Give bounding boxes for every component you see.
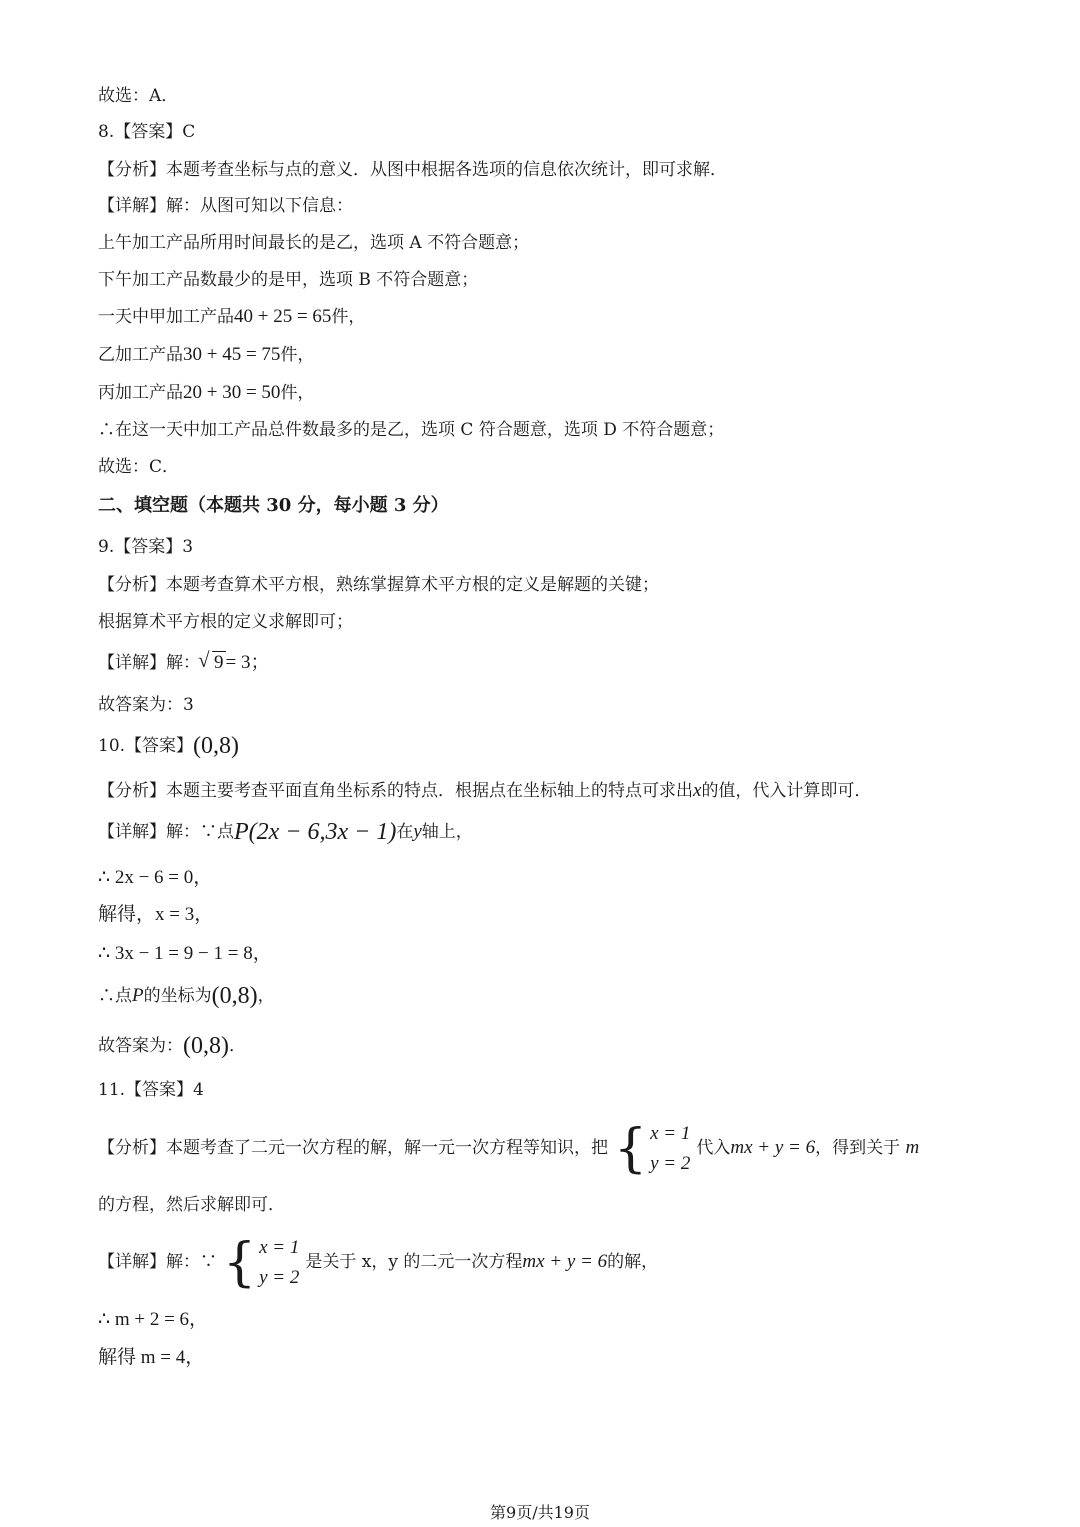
q9-answer: 9.【答案】3: [98, 537, 194, 557]
q8-detail: 【详解】解：从图可知以下信息：: [98, 196, 353, 216]
q9-analysis: 【分析】本题考查算术平方根，熟练掌握算术平方根的定义是解题的关键；: [98, 575, 659, 595]
text-line: 根据算术平方根的定义求解即可；: [98, 612, 353, 632]
text-line: 的方程，然后求解即可．: [98, 1195, 285, 1215]
text-fragment: ．: [228, 1036, 246, 1056]
system-row: x = 1: [650, 1122, 691, 1144]
system-row: x = 1: [259, 1236, 300, 1258]
math-expression: 40 + 25 = 65: [234, 306, 332, 327]
text-fragment: 【分析】本题考查了二元一次方程的解，解一元一次方程等知识，把: [98, 1138, 608, 1158]
sqrt-radicand: 9: [214, 652, 224, 673]
math-line: ∴ m + 2 = 6，: [98, 1309, 209, 1330]
math-variable: y: [413, 821, 422, 842]
math-expression: 30 + 45 = 75: [183, 344, 281, 365]
q10-final: [98, 1034, 246, 1058]
text-fragment: 故答案为：: [98, 1036, 183, 1056]
text-fragment: 是关于 x，y 的二元一次方程: [305, 1252, 523, 1272]
text-line: 下午加工产品数最少的是甲，选项 B 不符合题意；: [98, 270, 479, 290]
system-row: y = 2: [650, 1152, 691, 1174]
text-fragment: 的解，: [607, 1252, 659, 1272]
text-fragment: 乙加工产品: [98, 345, 183, 365]
text-line: 上午加工产品所用时间最长的是乙，选项 A 不符合题意；: [98, 233, 530, 253]
math-expression: mx + y = 6: [730, 1137, 816, 1158]
system-row: y = 2: [259, 1266, 300, 1288]
math-expression: (0,8): [193, 733, 240, 759]
q11-detail: [98, 1232, 658, 1293]
brace-glyph: {: [223, 1232, 257, 1293]
text-fragment: ∴点: [98, 986, 132, 1006]
section-heading: 二、填空题（本题共 30 分，每小题 3 分）: [98, 495, 449, 516]
math-expression: (0,8): [211, 983, 258, 1009]
text-line: [98, 305, 365, 329]
text-fragment: 丙加工产品: [98, 383, 183, 403]
math-expression: (0,8): [183, 1033, 229, 1059]
text-fragment: ，得到关于: [815, 1138, 901, 1158]
text-fragment: 10.【答案】: [98, 736, 194, 756]
math-variable: P: [132, 985, 144, 1006]
sqrt-expression: [200, 651, 226, 675]
math-line: 解得，x = 3，: [98, 904, 214, 925]
q11-answer: 11.【答案】4: [98, 1080, 204, 1100]
math-expression: mx + y = 6: [522, 1251, 608, 1272]
math-variable: x: [693, 780, 702, 801]
text-fragment: 【详解】解：∵点: [98, 822, 234, 842]
text-fragment: 在: [396, 822, 414, 842]
text-fragment: 【详解】解：: [98, 653, 200, 673]
text-fragment: 的值，代入计算即可．: [701, 781, 872, 801]
text-line: ∴在这一天中加工产品总件数最多的是乙，选项 C 符合题意，选项 D 不符合题意；: [98, 420, 725, 440]
math-variable: m: [905, 1137, 920, 1158]
math-expression: 20 + 30 = 50: [183, 382, 281, 403]
text-fragment: 【分析】本题主要考查平面直角坐标系的特点．根据点在坐标轴上的特点可求出: [98, 781, 693, 801]
q11-analysis: [98, 1118, 919, 1179]
math-line: 解得 m = 4，: [98, 1347, 205, 1368]
q9-detail: [98, 651, 269, 675]
text-fragment: 轴上，: [421, 822, 473, 842]
equation-system: [223, 1233, 299, 1293]
text-fragment: ，: [257, 986, 275, 1006]
text-line: 故答案为：3: [98, 695, 194, 715]
text-line: 故选：A．: [98, 86, 179, 106]
math-line: ∴ 2x − 6 = 0，: [98, 867, 213, 888]
q10-detail: [98, 820, 473, 844]
equation-system: [614, 1119, 690, 1179]
q10-analysis: [98, 779, 871, 803]
text-fragment: 一天中甲加工产品: [98, 307, 234, 327]
q10-answer: [98, 734, 239, 758]
text-line: [98, 343, 314, 367]
text-fragment: 的坐标为: [143, 986, 212, 1006]
math-expression: P(2x − 6,3x − 1): [234, 819, 397, 845]
q8-answer: 8.【答案】C: [98, 122, 196, 142]
text-line: [98, 381, 314, 405]
text-line: [98, 984, 275, 1008]
text-fragment: 代入: [696, 1138, 731, 1158]
text-fragment: 件，: [280, 345, 315, 365]
brace-glyph: {: [614, 1118, 648, 1179]
text-line: 故选：C．: [98, 457, 180, 477]
page-footer: 第9页/共19页: [490, 1503, 590, 1522]
q8-analysis: 【分析】本题考查坐标与点的意义．从图中根据各选项的信息依次统计，即可求解．: [98, 160, 727, 180]
math-expression: = 3；: [225, 652, 270, 673]
math-line: ∴ 3x − 1 = 9 − 1 = 8，: [98, 943, 272, 964]
text-fragment: 件，: [280, 383, 315, 403]
text-fragment: 件，: [331, 307, 366, 327]
text-fragment: 【详解】解：∵: [98, 1252, 217, 1272]
